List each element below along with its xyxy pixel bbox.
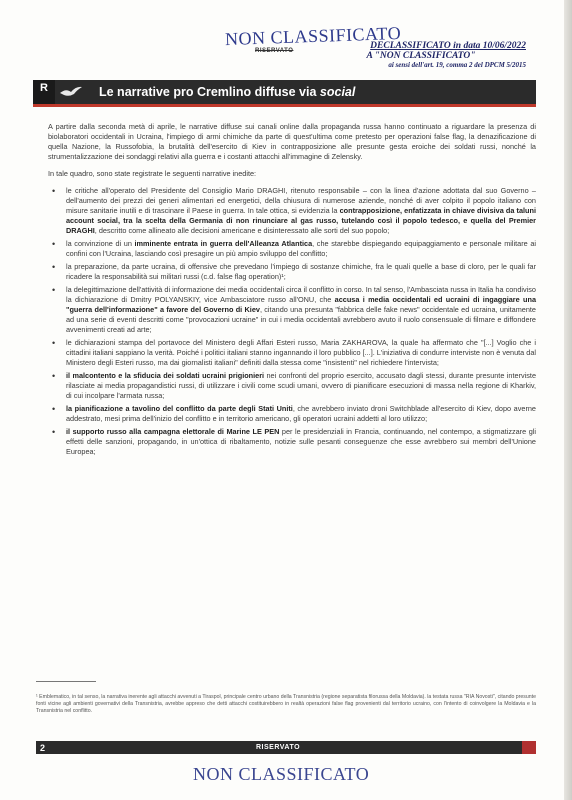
- list-item-text: ¹;: [281, 272, 286, 281]
- declass-line-3: ai sensi dell'art. 19, comma 2 del DPCM 5/2015: [388, 60, 526, 69]
- intro-paragraph: A partire dalla seconda metà di aprile, le narrative diffuse sui canali online dalla propaganda russa hanno continuato a riguardare la presenza di biolaboratori occidentali in Ucraina, l'impiego di armi chimiche da parte di quest'ultima come pretesto per operazioni false flag, la denazificazione di quella Nazione, la Russofobia, la brutalità dell'esercito di Kiev in contrapposizione alle presunte gesta eroiche dei soldati russi, nonché la strumentalizzazione dei sondaggi relativi alla guerra e i costanti attacchi all'immagine di Zelensky.: [48, 122, 536, 161]
- list-item-bold: contrapposizione, enfatizzata in chiave divisiva da taluni account social, tra la scelta della Germania di non rinunciare al gas russo, tutelando così il popolo tedesco, e quella del Premier DRAGHI: [66, 206, 536, 235]
- list-item-text: le critiche all'operato del Presidente del Consiglio Mario DRAGHI, ritenuto responsabile – con la linea d'azione adottata dal suo Governo – dell'aumento dei prezzi dei generi alimentari ed energetici, della chiusura di numerose aziende, nonché di aver colpito il popolo italiano con misure sanitarie inutili e di trascinare il Paese in guerra. In tale ottica, si evidenzia la: [66, 186, 536, 215]
- footer-riservato: RISERVATO: [256, 744, 301, 751]
- list-item-text: per le presidenziali in Francia, continuando, nel contempo, a stigmatizzare gli effetti delle sanzioni, propagando, in un'ottica di ribaltamento, notizie sulle pesanti conseguenze che esse avrebbero sui membri dell'Unione Europea;: [66, 427, 536, 456]
- list-item: [66, 262, 536, 282]
- list-item-text: la convinzione di un: [66, 239, 135, 248]
- riservato-strikethrough: RISERVATO: [255, 48, 294, 54]
- section-letter: R: [33, 80, 55, 104]
- list-item-bold: imminente entrata in guerra dell'Alleanza Atlantica: [134, 239, 313, 248]
- page-edge: [564, 0, 572, 800]
- bird-icon: [55, 80, 87, 104]
- list-item: [66, 371, 536, 401]
- narratives-list: [48, 186, 536, 457]
- list-item-text: nei confronti del proprio esercito, accusato dagli stessi, durante presunte interviste rilasciate ai media propagandistici russi, di utilizzare i civili come scudi umani, ovvero di pianificare esecuzioni di massa nella regione di Kharkiv, di cui incolpare l'armata russa;: [66, 371, 536, 400]
- section-title-italic: social: [319, 85, 356, 99]
- list-item-bold: la pianificazione a tavolino del conflitto da parte degli Stati Uniti: [66, 404, 293, 413]
- list-item-text: la delegittimazione dell'attività di informazione dei media occidentali circa il conflitto in corso. In tal senso, l'Ambasciata russa in Italia ha condiviso la dichiarazione di Dmitry POLYANSKIY, vice Ambasciatore russo all'ONU, che: [66, 285, 536, 304]
- footnote: ¹ Emblematico, in tal senso, la narrativa inerente agli attacchi avvenuti a Tiraspol, principale centro urbano della Transnistria (regione separatista filorussa della Moldavia). la testata russa "RIA Novosti", citando presunte fonti vicine agli ambienti governativi della Transnistria, avrebbe appreso che detti attacchi costituirebbero in realtà operazioni false flag provenienti dal territorio ucraino, con l'intento di coinvolgere la Moldavia e la Transnistria nel conflitto.: [36, 694, 536, 715]
- classification-stamp-bottom: NON CLASSIFICATO: [193, 764, 370, 784]
- declass-line-2: A "NON CLASSIFICATO": [366, 50, 476, 61]
- list-item: [66, 338, 536, 368]
- list-item: [66, 239, 536, 259]
- section-banner: [33, 80, 536, 107]
- footnote-divider: [36, 681, 96, 682]
- page-number: 2: [40, 742, 46, 753]
- footer-bar: [36, 741, 536, 754]
- footer-red-block: [522, 741, 536, 754]
- declass-line-1: DECLASSIFICATO in data 10/06/2022: [370, 41, 526, 51]
- list-item-text: , che starebbe dispiegando equipaggiamento e personale militare ai confini con l'Ucraina, lasciando così presagire un più ampio sviluppo del conflitto;: [66, 239, 537, 258]
- list-item: [66, 186, 536, 236]
- list-item-bold: il malcontento e la sfiducia dei soldati ucraini prigionieri: [66, 371, 265, 380]
- list-item-text: la preparazione, da parte ucraina, di offensive che prevedano l'impiego di sostanze chimiche, fra le quali quelle a base di cloro, per le quali far ricadere la responsabilità sui militari russi (c.d. false flag operation): [66, 262, 536, 281]
- body-text: [48, 122, 536, 460]
- list-item-bold: accusa i media occidentali ed ucraini di ingaggiare una "guerra dell'informazione" a favore del Governo di Kiev: [66, 295, 537, 314]
- list-item-text: , citando una presunta "fabbrica delle fake news" occidentale ed ucraina, unitamente ad una serie di eventi descritti come "provocazioni ucraine" in cui i media occidentali avrebbero avuto il ruolo consensuale di filmare e diffondere avvenimenti creati ad arte;: [66, 305, 536, 334]
- list-item: [66, 404, 536, 424]
- declassification-note: [326, 42, 526, 69]
- list-item-text: , che avrebbero inviato droni Switchblade all'esercito di Kiev, dopo averne addestrato, mesi prima dell'inizio del conflitto e in territorio americano, gli operatori ucraini addetti al loro utilizzo;: [66, 404, 536, 423]
- list-item-text: , descritto come allineato alle decisioni americane e disinteressato alle sorti del suo popolo;: [94, 226, 390, 235]
- list-item: [66, 427, 536, 457]
- list-item-text: le dichiarazioni stampa del portavoce del Ministero degli Affari Esteri russo, Maria ZAKHAROVA, la quale ha affermato che "[...] Voglio che i cittadini italiani sappiano la verità. Poiché i politici italiani stanno ingannando il loro pubblico [...]. L'iniziativa di condurre interviste non è venuta dal Ministero degli Esteri russo, ma dai giornalisti italiani" definiti dalla stessa come "insistenti" nel richiedere l'intervista;: [66, 338, 536, 367]
- section-title: [99, 85, 355, 99]
- section-title-main: Le narrative pro Cremlino diffuse via: [99, 85, 320, 99]
- lead-paragraph: In tale quadro, sono state registrate le seguenti narrative inedite:: [48, 169, 257, 178]
- list-item: [66, 285, 536, 335]
- classification-stamp-top: NON CLASSIFICATO: [224, 22, 402, 50]
- list-item-bold: il supporto russo alla campagna elettorale di Marine LE PEN: [66, 427, 280, 436]
